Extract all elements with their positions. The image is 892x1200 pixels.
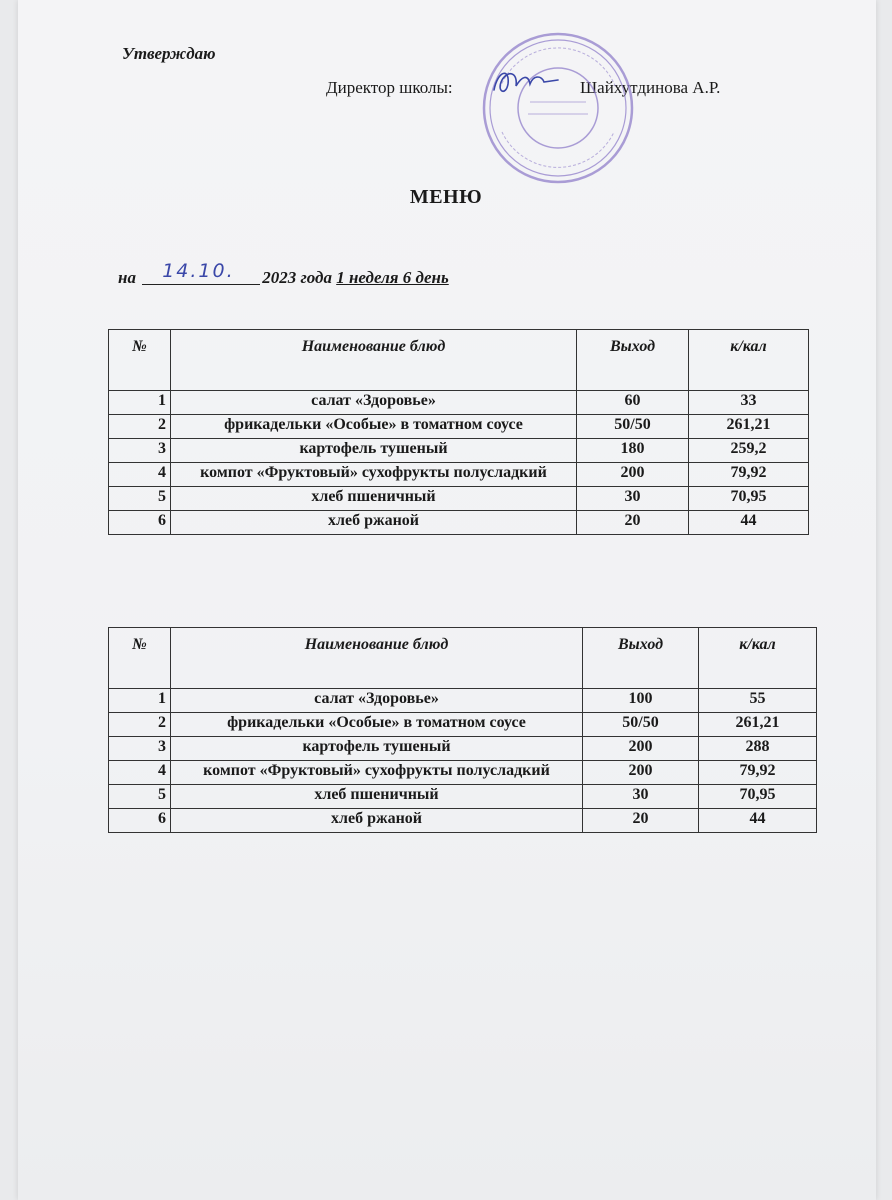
week-day: 1 неделя 6 день [336, 268, 449, 287]
date-line [118, 260, 449, 288]
row-number: 1 [109, 689, 171, 713]
director-name: Шайхутдинова А.Р. [580, 78, 721, 97]
header-kcal: к/кал [689, 330, 809, 391]
portion: 20 [577, 511, 689, 535]
row-number: 4 [109, 463, 171, 487]
row-number: 2 [109, 415, 171, 439]
dish-name: салат «Здоровье» [171, 689, 583, 713]
table-row [109, 689, 817, 713]
approval-label: Утверждаю [122, 44, 216, 63]
kcal: 33 [689, 391, 809, 415]
dish-name: фрикадельки «Особые» в томатном соусе [171, 713, 583, 737]
director-signature [488, 62, 568, 102]
dish-name: компот «Фруктовый» сухофрукты полусладкий [171, 761, 583, 785]
table-row [109, 737, 817, 761]
table-row [109, 415, 809, 439]
portion: 180 [577, 439, 689, 463]
header-portion: Выход [577, 330, 689, 391]
table-row [109, 713, 817, 737]
menu-table-1 [108, 329, 809, 535]
dish-name: салат «Здоровье» [171, 391, 577, 415]
dish-name: картофель тушеный [171, 439, 577, 463]
dish-name: хлеб ржаной [171, 809, 583, 833]
kcal: 44 [699, 809, 817, 833]
row-number: 6 [109, 511, 171, 535]
table-row [109, 439, 809, 463]
handwritten-date: 14.10. [162, 260, 235, 282]
row-number: 5 [109, 487, 171, 511]
dish-name: хлеб ржаной [171, 511, 577, 535]
portion: 200 [577, 463, 689, 487]
dish-name: картофель тушеный [171, 737, 583, 761]
portion: 30 [577, 487, 689, 511]
kcal: 79,92 [699, 761, 817, 785]
page-title: МЕНЮ [409, 186, 483, 208]
menu-table-2 [108, 627, 817, 833]
table-header-row [109, 628, 817, 689]
row-number: 5 [109, 785, 171, 809]
dish-name: хлеб пшеничный [171, 785, 583, 809]
table-row [109, 487, 809, 511]
director-label: Директор школы: [326, 78, 453, 97]
portion: 100 [583, 689, 699, 713]
header-kcal: к/кал [699, 628, 817, 689]
kcal: 261,21 [689, 415, 809, 439]
table-row [109, 785, 817, 809]
dish-name: хлеб пшеничный [171, 487, 577, 511]
kcal: 261,21 [699, 713, 817, 737]
table-row [109, 761, 817, 785]
header-portion: Выход [583, 628, 699, 689]
date-prefix: на [118, 268, 136, 287]
portion: 50/50 [577, 415, 689, 439]
header-number: № [109, 330, 171, 391]
document-page [18, 0, 876, 1200]
dish-name: компот «Фруктовый» сухофрукты полусладкий [171, 463, 577, 487]
kcal: 259,2 [689, 439, 809, 463]
kcal: 44 [689, 511, 809, 535]
header-dish-name: Наименование блюд [171, 330, 577, 391]
row-number: 3 [109, 439, 171, 463]
portion: 200 [583, 737, 699, 761]
table-header-row [109, 330, 809, 391]
portion: 60 [577, 391, 689, 415]
date-field [142, 260, 260, 285]
date-year: 2023 года [262, 268, 332, 287]
school-stamp [478, 28, 638, 188]
kcal: 79,92 [689, 463, 809, 487]
table-row [109, 463, 809, 487]
row-number: 6 [109, 809, 171, 833]
kcal: 288 [699, 737, 817, 761]
portion: 200 [583, 761, 699, 785]
table-row [109, 809, 817, 833]
portion: 50/50 [583, 713, 699, 737]
portion: 20 [583, 809, 699, 833]
header-number: № [109, 628, 171, 689]
portion: 30 [583, 785, 699, 809]
table-row [109, 511, 809, 535]
kcal: 55 [699, 689, 817, 713]
dish-name: фрикадельки «Особые» в томатном соусе [171, 415, 577, 439]
row-number: 4 [109, 761, 171, 785]
header-dish-name: Наименование блюд [171, 628, 583, 689]
row-number: 2 [109, 713, 171, 737]
kcal: 70,95 [699, 785, 817, 809]
row-number: 1 [109, 391, 171, 415]
kcal: 70,95 [689, 487, 809, 511]
table-row [109, 391, 809, 415]
row-number: 3 [109, 737, 171, 761]
